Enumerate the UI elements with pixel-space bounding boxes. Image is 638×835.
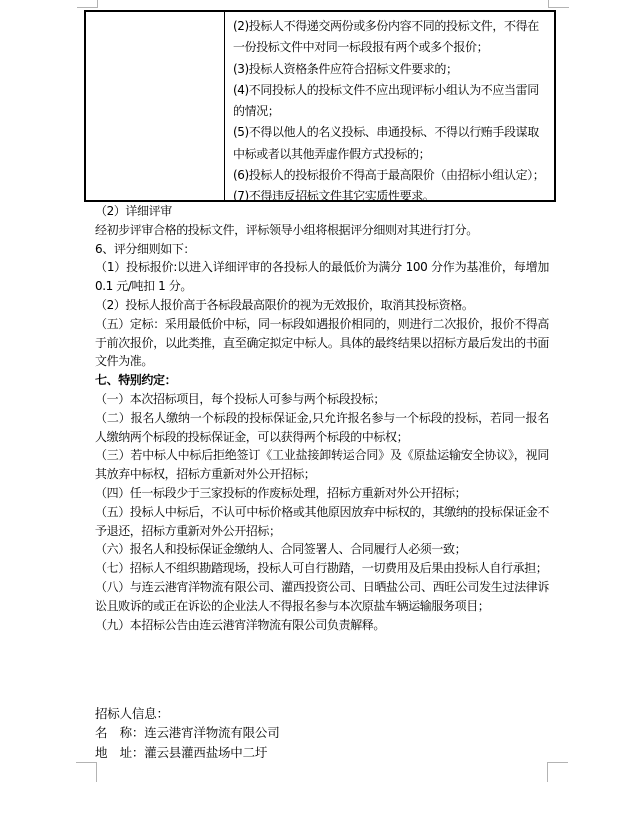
para-special-term-9: （九）本招标公告由连云港宵洋物流有限公司负责解释。 (95, 617, 386, 632)
para-special-term-5: （五）投标人中标后，不认可中标价格或其他原因放弃中标权的，其缴纳的投标保证金不予退还，招标方重新对外公开招标； (95, 504, 549, 538)
tenderer-info-heading: 招标人信息： (95, 706, 169, 721)
para-detailed-review-heading: （2）详细评审 (95, 204, 172, 218)
para-scoring-rule-2: （2）投标人报价高于各标段最高限价的视为无效报价，取消其投标资格。 (95, 297, 474, 312)
tenderer-address-line: 地 址：灌云县灌西盐场中二圩 (95, 744, 268, 760)
tenderer-name-line: 名 称：连云港宵洋物流有限公司 (95, 725, 280, 741)
condition-item-3: (3)投标人资格条件应符合招标文件要求的； (233, 61, 458, 76)
body-text (95, 202, 549, 634)
crop-mark-top-right (548, 0, 569, 8)
condition-item-2: (2)投标人不得递交两份或多份内容不同的投标文件，不得在一份投标文件中对同一标段报有两个或多个报价； (233, 19, 539, 55)
condition-item-5: (5)不得以他人的名义投标、串通投标、不得以行贿手段谋取中标或者以其他弄虚作假方式投标的； (233, 125, 539, 161)
para-detailed-review-desc: 经初步评审合格的投标文件，评标领导小组将根据评分细则对其进行打分。 (95, 222, 478, 237)
para-special-term-2: （二）报名人缴纳一个标段的投标保证金,只允许报名参与一个标段的投标，若同一报名人缴纳两个标段的投标保证金，可以获得两个标段的中标权； (95, 410, 549, 444)
para-special-term-6: （六）报名人和投标保证金缴纳人、合同签署人、合同履行人必须一致； (95, 542, 467, 557)
para-scoring-rules-heading: 6、评分细则如下： (95, 241, 196, 256)
table-cell-conditions (225, 12, 554, 204)
para-award-rule: （五）定标：采用最低价中标，同一标段如遇报价相同的，则进行二次报价，报价不得高于前次报价，以此类推，直至确定拟定中标人。具体的最终结果以招标方最后发出的书面文件为准。 (95, 316, 549, 369)
crop-mark-bottom-left (76, 762, 97, 782)
para-special-term-4: （四）任一标段少于三家投标的作废标处理，招标方重新对外公开招标； (95, 485, 467, 500)
para-special-terms-heading: 七、特别约定： (95, 373, 177, 388)
condition-item-6: (6)投标人的投标报价不得高于最高限价（由招标小组认定）； (233, 168, 545, 183)
crop-mark-bottom-right (547, 762, 568, 782)
conditions-table (84, 10, 556, 202)
para-special-term-7: （七）招标人不组织勘踏现场，投标人可自行勘踏，一切费用及后果由投标人自行承担； (95, 561, 548, 576)
condition-item-7: (7)不得违反招标文件其它实质性要求。 (233, 189, 435, 204)
para-special-term-3: （三）若中标人中标后拒绝签订《工业盐接卸转运合同》及《原盐运输安全协议》，视同其放弃中标权，招标方重新对外公开招标； (95, 448, 549, 482)
condition-item-4: (4)不同投标人的投标文件不应出现评标小组认为不应当雷同的情况； (233, 82, 539, 119)
para-scoring-rule-1: （1）投标报价:以进入详细评审的各投标人的最低价为满分 100 分作为基准价，每增加 0.1 元/吨扣 1 分。 (95, 260, 549, 294)
para-special-term-1: （一）本次招标项目，每个投标人可参与两个标段投标； (95, 391, 386, 406)
table-cell-left-empty (86, 12, 225, 200)
tenderer-info (95, 704, 549, 762)
crop-mark-top-left (77, 0, 98, 8)
para-special-term-8: （八）与连云港宵洋物流有限公司、灌西投资公司、日晒盐公司、西旺公司发生过法律诉讼且败诉的或正在诉讼的企业法人不得报名参与本次原盐车辆运输服务项目； (95, 579, 549, 613)
